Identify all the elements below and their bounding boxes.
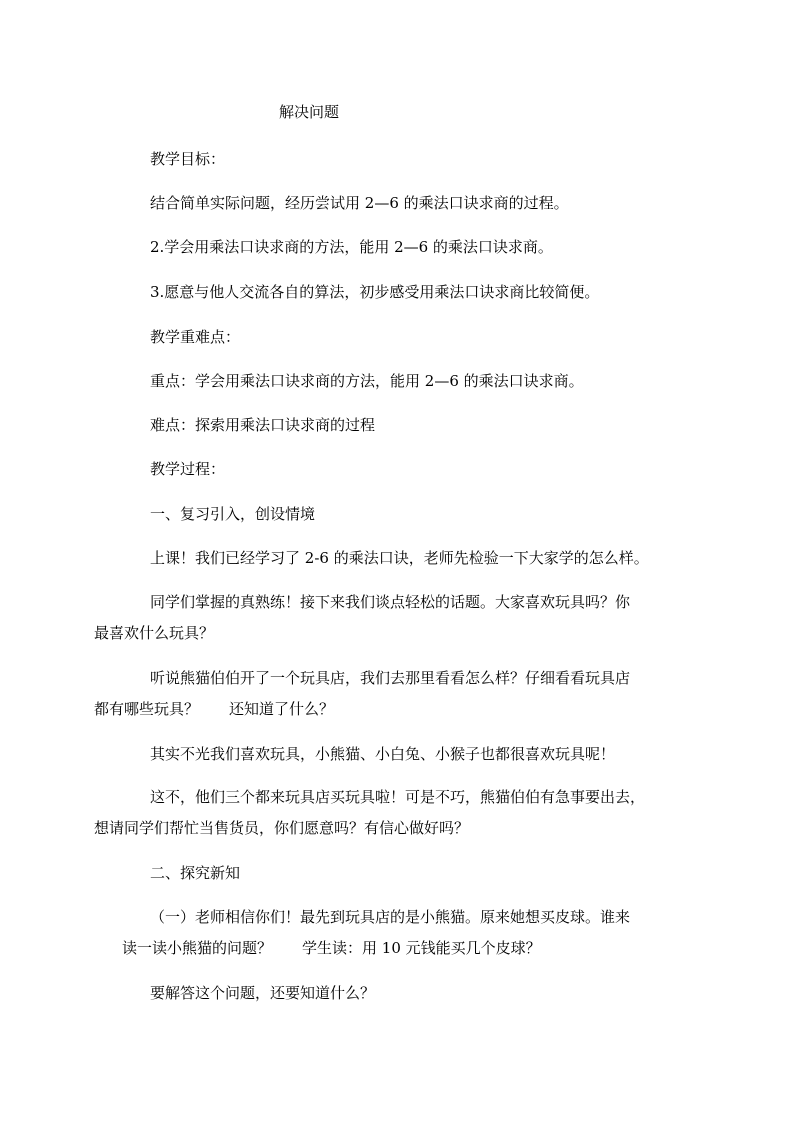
paragraph-5-line-2: 想请同学们帮忙当售货员，你们愿意吗？有信心做好吗？ xyxy=(94,819,470,837)
key-points-heading: 教学重难点： xyxy=(150,328,241,346)
goal-item-2: 2.学会用乘法口诀求商的方法，能用 2—6 的乘法口诀求商。 xyxy=(150,238,553,256)
part-1-heading: 一、复习引入，创设情境 xyxy=(150,505,316,523)
paragraph-3-line-1: 听说熊猫伯伯开了一个玩具店，我们去那里看看怎么样？仔细看看玩具店 xyxy=(150,669,631,687)
paragraph-2-line-2: 最喜欢什么玩具？ xyxy=(94,624,215,642)
goals-heading: 教学目标： xyxy=(150,150,226,168)
document-title: 解决问题 xyxy=(279,103,340,121)
goal-item-3: 3.愿意与他人交流各自的算法，初步感受用乘法口诀求商比较简便。 xyxy=(150,283,600,301)
paragraph-5-line-1: 这不，他们三个都来玩具店买玩具啦！可是不巧，熊猫伯伯有急事要出去， xyxy=(150,788,646,806)
paragraph-5 xyxy=(94,782,682,844)
paragraph-1: 上课！我们已经学习了 2-6 的乘法口诀，老师先检验一下大家学的怎么样。 xyxy=(150,549,649,567)
key-point-text: 重点：学会用乘法口诀求商的方法，能用 2—6 的乘法口诀求商。 xyxy=(150,372,584,390)
paragraph-6-line-2: 读一读小熊猫的问题？ 学生读：用 10 元钱能买几个皮球？ xyxy=(122,939,541,957)
paragraph-3 xyxy=(94,663,682,725)
paragraph-6-line-1: （一）老师相信你们！最先到玩具店的是小熊猫。原来她想买皮球。谁来 xyxy=(150,908,631,926)
paragraph-2 xyxy=(94,587,682,649)
difficult-point-text: 难点：探索用乘法口诀求商的过程 xyxy=(150,416,376,434)
paragraph-3-line-2: 都有哪些玩具？ 还知道了什么？ xyxy=(94,700,335,718)
process-heading: 教学过程： xyxy=(150,460,226,478)
paragraph-4: 其实不光我们喜欢玩具，小熊猫、小白兔、小猴子也都很喜欢玩具呢！ xyxy=(150,745,616,763)
goal-item-1: 结合简单实际问题，经历尝试用 2—6 的乘法口诀求商的过程。 xyxy=(150,194,569,212)
paragraph-7: 要解答这个问题，还要知道什么？ xyxy=(150,984,376,1002)
part-2-heading: 二、探究新知 xyxy=(150,864,241,882)
paragraph-6 xyxy=(122,902,682,964)
paragraph-2-line-1: 同学们掌握的真熟练！接下来我们谈点轻松的话题。大家喜欢玩具吗？你 xyxy=(150,593,631,611)
